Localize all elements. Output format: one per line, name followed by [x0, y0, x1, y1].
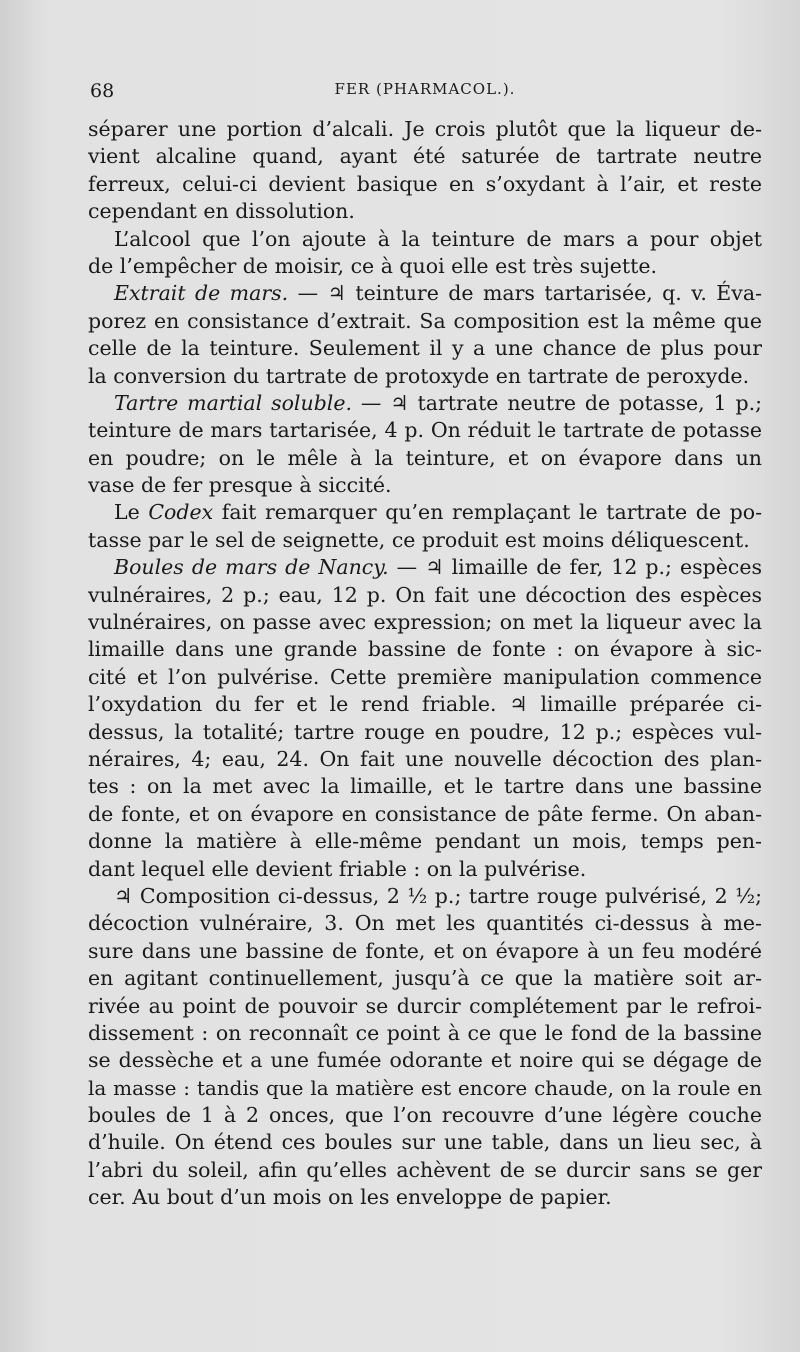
- text-line: [88, 993, 762, 1020]
- text-line: [88, 1047, 762, 1074]
- line-text: vase de fer presque à siccité.: [88, 473, 392, 498]
- text-line: [88, 143, 762, 170]
- line-text: l’oxydation du fer et le rend friable. ♃ limaille préparée ci-: [88, 692, 762, 717]
- line-text: cependant en dissolution.: [88, 199, 355, 224]
- line-text: la conversion du tartrate de protoxyde en tartrate de peroxyde.: [88, 363, 750, 388]
- text-line: [88, 1020, 762, 1047]
- section-heading: Extrait de mars.: [114, 281, 289, 306]
- text-line: [88, 801, 762, 828]
- text-line: [88, 280, 762, 307]
- text-line: [88, 472, 762, 499]
- text-line: [88, 582, 762, 609]
- line-text: ♃ Composition ci-dessus, 2 ½ p.; tartre rouge pulvérisé, 2 ½;: [114, 883, 762, 908]
- page-number: 68: [90, 80, 115, 102]
- text-line: [88, 883, 762, 910]
- text-line: [88, 691, 762, 718]
- line-text: limaille dans une grande bassine de fonte : on évapore à sic-: [88, 637, 762, 662]
- line-text: de fonte, et on évapore en consistance de pâte ferme. On aban-: [88, 801, 762, 826]
- line-text: celle de la teinture. Seulement il y a une chance de plus pour: [88, 336, 762, 361]
- text-line: [88, 746, 762, 773]
- line-text: en agitant continuellement, jusqu’à ce que la matière soit ar-: [88, 966, 762, 991]
- line-text: en poudre; on le mêle à la teinture, et on évapore dans un: [88, 445, 762, 470]
- text-line: [88, 253, 762, 280]
- line-text: dissement : on reconnaît ce point à ce que le fond de la bassine: [88, 1020, 762, 1045]
- line-text: L’alcool que l’on ajoute à la teinture de mars a pour objet: [114, 226, 762, 251]
- running-title: FER (PHARMACOL.).: [334, 80, 516, 98]
- text-line: [88, 226, 762, 253]
- line-text: fait remarquer qu’en remplaçant le tartrate de po-: [213, 500, 762, 525]
- text-line: [88, 1129, 762, 1156]
- text-line: [88, 664, 762, 691]
- line-text: d’huile. On étend ces boules sur une table, dans un lieu sec, à: [88, 1130, 762, 1155]
- line-text: boules de 1 à 2 onces, que l’on recouvre d’une légère couche: [88, 1103, 762, 1128]
- text-line: [88, 719, 762, 746]
- line-text: néraires, 4; eau, 24. On fait une nouvelle décoction des plan-: [88, 746, 762, 771]
- line-text: dessus, la totalité; tartre rouge en poudre, 12 p.; espèces vul-: [88, 719, 762, 744]
- page-header: [88, 80, 762, 110]
- line-text: décoction vulnéraire, 3. On met les quantités ci-dessus à me-: [88, 911, 762, 936]
- text-line: [88, 554, 762, 581]
- line-text: — ♃ limaille de fer, 12 p.; espèces: [388, 555, 762, 580]
- text-line: [88, 445, 762, 472]
- line-text: séparer une portion d’alcali. Je crois plutôt que la liqueur de-: [88, 117, 762, 141]
- text-line: [88, 938, 762, 965]
- line-text: — ♃ tartrate neutre de potasse, 1 p.;: [352, 390, 762, 415]
- text-line: [88, 335, 762, 362]
- text-line: [88, 1102, 762, 1129]
- text-line: [88, 363, 762, 390]
- text-line: [88, 116, 762, 143]
- text-line: [88, 198, 762, 225]
- line-text: teinture de mars tartarisée, 4 p. On réduit le tartrate de potasse: [88, 418, 762, 443]
- line-text: donne la matière à elle-même pendant un mois, temps pen-: [88, 829, 762, 854]
- text-line: [88, 1157, 762, 1184]
- text-line: [88, 910, 762, 937]
- line-text: cer. Au bout d’un mois on les enveloppe de papier.: [88, 1185, 612, 1210]
- text-line: [88, 390, 762, 417]
- body-text: [88, 116, 762, 1212]
- line-text: cité et l’on pulvérise. Cette première manipulation commence: [88, 664, 762, 689]
- line-prefix: Le: [114, 500, 149, 525]
- text-line: [88, 965, 762, 992]
- line-text: sure dans une bassine de fonte, et on évapore à un feu modéré: [88, 938, 762, 963]
- line-text: vulnéraires, on passe avec expression; on met la liqueur avec la: [88, 610, 762, 635]
- line-text: rivée au point de pouvoir se durcir complétement par le refroi-: [88, 993, 762, 1018]
- text-line: [88, 609, 762, 636]
- line-text: de l’empêcher de moisir, ce à quoi elle est très sujette.: [88, 253, 658, 278]
- text-line: [88, 1075, 762, 1102]
- line-text: tes : on la met avec la limaille, et le tartre dans une bassine: [88, 774, 762, 799]
- text-line: [88, 171, 762, 198]
- line-text: dant lequel elle devient friable : on la pulvérise.: [88, 856, 587, 881]
- line-text: porez en consistance d’extrait. Sa composition est la même que: [88, 308, 762, 333]
- text-line: [88, 773, 762, 800]
- section-heading: Codex: [148, 500, 214, 525]
- text-line: [88, 856, 762, 883]
- line-text: l’abri du soleil, afin qu’elles achèvent de se durcir sans se ger: [88, 1157, 762, 1182]
- text-line: [88, 828, 762, 855]
- line-text: se dessèche et a une fumée odorante et noire qui se dégage de: [88, 1048, 762, 1073]
- line-text: vient alcaline quand, ayant été saturée de tartrate neutre: [88, 144, 762, 169]
- text-line: [88, 527, 762, 554]
- line-text: la masse : tandis que la matière est encore chaude, on la roule en: [88, 1075, 762, 1100]
- text-line: [88, 636, 762, 663]
- line-text: vulnéraires, 2 p.; eau, 12 p. On fait une décoction des espèces: [88, 582, 762, 607]
- text-line: [88, 308, 762, 335]
- line-text: — ♃ teinture de mars tartarisée, q. v. Éva-: [288, 281, 762, 306]
- section-heading: Boules de mars de Nancy.: [114, 555, 389, 580]
- text-line: [88, 1184, 762, 1211]
- line-text: ferreux, celui-ci devient basique en s’oxydant à l’air, et reste: [88, 171, 762, 196]
- text-line: [88, 417, 762, 444]
- line-text: tasse par le sel de seignette, ce produit est moins déliquescent.: [88, 527, 750, 552]
- text-line: [88, 499, 762, 526]
- section-heading: Tartre martial soluble.: [114, 390, 353, 415]
